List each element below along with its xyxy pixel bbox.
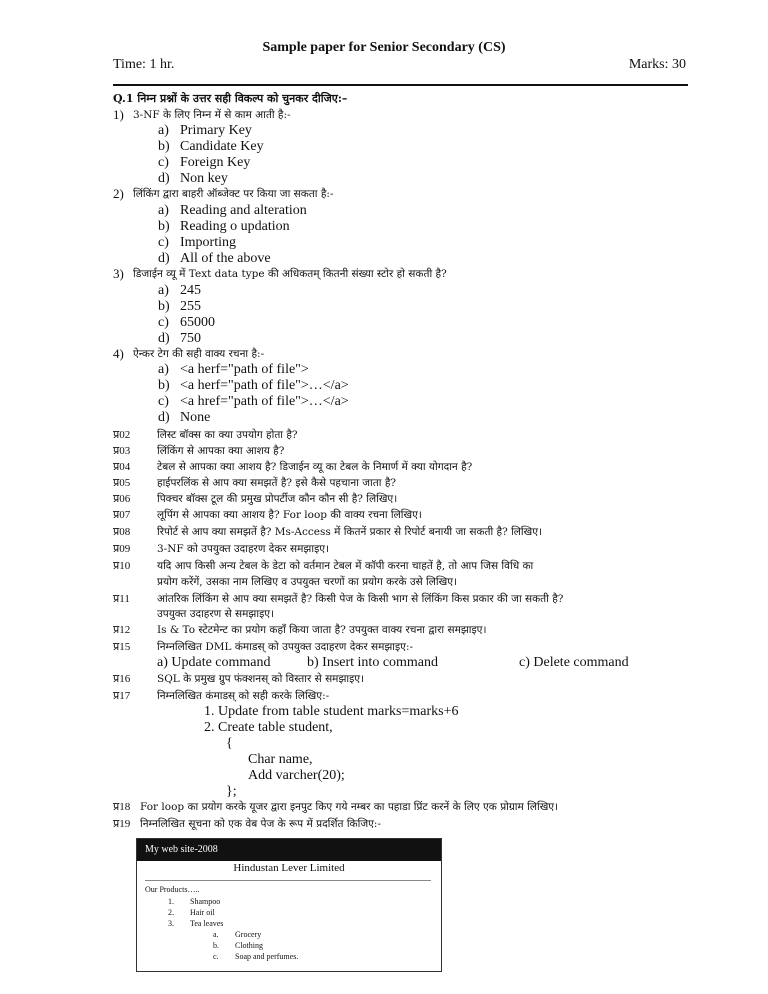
option-item xyxy=(158,394,349,410)
option-key: c) xyxy=(158,155,169,170)
option-key: b) xyxy=(158,139,170,154)
option-text: Primary Key xyxy=(180,123,252,138)
question-number: प्र18 xyxy=(113,801,131,813)
sub-list-item-letter: b. xyxy=(213,941,219,950)
list-item-number: 2. xyxy=(168,908,174,917)
option-key: b) xyxy=(158,299,170,314)
question-text: टेबल से आपका क्या आशय है? डिजाईन व्यू का टेबल के निमार्ण में क्या योगदान है? xyxy=(157,461,473,473)
webpage-heading: Hindustan Lever Limited xyxy=(233,862,345,874)
option-key: c) xyxy=(158,394,169,409)
question-number: प्र09 xyxy=(113,543,131,555)
option-item xyxy=(158,139,264,155)
question-number: प्र17 xyxy=(113,690,131,702)
sub-list-item: Soap and perfumes. xyxy=(235,952,299,961)
code-line: Add varcher(20); xyxy=(248,768,345,783)
question-number: प्र10 xyxy=(113,560,131,572)
time-label: Time: 1 hr. xyxy=(113,57,175,72)
option-text: <a herf="path of file"> xyxy=(180,362,309,377)
option-key: d) xyxy=(158,251,170,266)
option-key: a) xyxy=(158,123,169,138)
q1-item-number: 4) xyxy=(113,346,124,361)
option-item xyxy=(158,123,252,139)
option-text: Importing xyxy=(180,235,236,250)
question-number: प्र07 xyxy=(113,509,131,521)
option-text: 750 xyxy=(180,331,201,346)
question-text: यदि आप किसी अन्य टेबल के डेटा को वर्तमान टेबल में कॉपी करना चाहतें है, तो आप जिस विधि का xyxy=(157,560,534,572)
option-text: None xyxy=(180,410,211,425)
option-key: a) xyxy=(158,362,169,377)
question-text: Is & To स्टेटमेन्ट का प्रयोग कहाँ किया जाता है? उपयुक्त वाक्य रचना द्वारा समझाइए। xyxy=(157,624,487,636)
question-number: प्र16 xyxy=(113,673,131,685)
list-item-number: 3. xyxy=(168,919,174,928)
option-text: <a herf="path of file">…</a> xyxy=(180,378,349,393)
question-number: प्र02 xyxy=(113,429,131,441)
question-number: प्र12 xyxy=(113,624,131,636)
option-text: <a href="path of file">…</a> xyxy=(180,394,349,409)
sub-list-item-letter: c. xyxy=(213,952,219,961)
webpage-figure xyxy=(136,838,442,972)
question-text: लूपिंग से आपका क्या आशय है? For loop की वाक्य रचना लिखिए। xyxy=(157,509,422,521)
option-text: Candidate Key xyxy=(180,139,264,154)
sub-list-item: Clothing xyxy=(235,941,264,950)
q15-option-c: c) Delete command xyxy=(519,655,629,670)
question-number: प्र15 xyxy=(113,641,131,653)
option-key: c) xyxy=(158,235,169,250)
list-item-number: 1. xyxy=(168,897,174,906)
question-text: निम्नलिखित कंमाडस् को सही करके लिखिए:- xyxy=(157,690,330,702)
question-text: हाईपरलिंक से आप क्या समझतें है? इसे कैसे पहचाना जाता है? xyxy=(157,477,397,489)
option-text: 245 xyxy=(180,283,201,298)
question-text-continued: प्रयोग करेंगें, उसका नाम लिखिए व उपयुक्त चरणों का प्रयोग करके उसे लिखिए। xyxy=(157,576,457,588)
option-key: b) xyxy=(158,378,170,393)
question-text: For loop का प्रयोग करके यूजर द्वारा इनपुट किए गये नम्बर का पहाडा प्रिंट करनें के लिए एक प्रोग्राम लिखिए। xyxy=(140,801,559,813)
question-number: प्र08 xyxy=(113,526,131,538)
option-item xyxy=(158,251,271,267)
question-text-continued: उपयुक्त उदाहरण से समझाइए। xyxy=(157,608,275,620)
list-item: Tea leaves xyxy=(190,919,224,928)
question-text: रिपोर्ट से आप क्या समझतें है? Ms-Access में कितनें प्रकार से रिपोर्ट बनायी जा सकती है? लिखिए। xyxy=(157,526,543,538)
question-number: प्र04 xyxy=(113,461,131,473)
code-line: 1. Update from table student marks=marks+6 xyxy=(204,704,459,719)
webpage-bar-title: My web site-2008 xyxy=(145,844,218,855)
option-item xyxy=(158,235,236,251)
q1-item-text: 3-NF के लिए निम्न में से काम आती है:- xyxy=(133,109,291,121)
q1-item-number: 1) xyxy=(113,107,124,122)
sub-list-item-letter: a. xyxy=(213,930,219,939)
webpage-divider xyxy=(145,880,431,881)
option-item xyxy=(158,219,290,235)
option-item xyxy=(158,315,215,331)
option-item xyxy=(158,155,250,171)
q1-item-text: लिंकिंग द्वारा बाहरी ऑब्जेक्ट पर किया जा सकता है:- xyxy=(133,188,334,200)
question-number: प्र05 xyxy=(113,477,131,489)
option-item xyxy=(158,362,309,378)
option-text: 65000 xyxy=(180,315,215,330)
option-key: d) xyxy=(158,410,170,425)
option-text: 255 xyxy=(180,299,201,314)
option-item xyxy=(158,171,228,187)
paper-title: Sample paper for Senior Secondary (CS) xyxy=(262,40,506,55)
q1-item-text: डिजाईन व्यू में Text data type की अधिकतम् कितनी संख्या स्टोर हो सकती है? xyxy=(133,268,447,280)
question-text: SQL के प्रमुख ग्रुप फंक्शनस् को विस्तार से समझाइए। xyxy=(157,673,365,685)
option-item xyxy=(158,378,349,394)
question-number: प्र03 xyxy=(113,445,131,457)
question-text: आंतरिक लिंकिंग से आप क्या समझतें है? किसी पेज के किसी भाग से लिंकिंग किस प्रकार की जा सकती है? xyxy=(157,593,564,605)
option-item xyxy=(158,331,201,347)
option-text: All of the above xyxy=(180,251,271,266)
option-item xyxy=(158,203,307,219)
q1-item-text: ऐन्कर टेग की सही वाक्य रचना है:- xyxy=(133,348,265,360)
question-number: प्र06 xyxy=(113,493,131,505)
question-number: प्र11 xyxy=(113,593,130,605)
question-text: निम्नलिखित सूचना को एक वेब पेज के रूप में प्रदर्शित किजिए:- xyxy=(140,818,382,830)
q15-option-a: a) Update command xyxy=(157,655,271,670)
option-text: Foreign Key xyxy=(180,155,251,170)
option-item xyxy=(158,410,210,426)
option-text: Non key xyxy=(180,171,228,186)
option-key: a) xyxy=(158,203,169,218)
marks-label: Marks: 30 xyxy=(628,57,686,72)
q1-item-number: 3) xyxy=(113,266,124,281)
option-item xyxy=(158,299,201,315)
q1-heading: Q.1 निम्न प्रश्नों के उत्तर सही विकल्प को चुनकर दीजिए:– xyxy=(113,92,348,105)
code-line: Char name, xyxy=(248,752,313,767)
option-key: c) xyxy=(158,315,169,330)
header-divider xyxy=(113,84,688,86)
webpage-title-bar xyxy=(137,839,441,861)
option-key: a) xyxy=(158,283,169,298)
q1-item-number: 2) xyxy=(113,186,124,201)
question-text: लिंकिंग से आपका क्या आशय है? xyxy=(157,445,285,457)
question-text: 3-NF को उपयुक्त उदाहरण देकर समझाइए। xyxy=(157,543,330,555)
option-key: d) xyxy=(158,331,170,346)
question-text: निम्नलिखित DML कंमाडस् को उपयुक्त उदाहरण देकर समझाइए:- xyxy=(157,641,414,653)
question-text: लिस्ट बॉक्स का क्या उपयोग होता है? xyxy=(157,429,298,441)
products-label: Our Products….. xyxy=(145,885,200,894)
q15-option-b: b) Insert into command xyxy=(307,655,439,670)
code-line: { xyxy=(226,736,233,751)
list-item: Hair oil xyxy=(190,908,215,917)
option-item xyxy=(158,283,201,299)
option-key: b) xyxy=(158,219,170,234)
code-line: 2. Create table student, xyxy=(204,720,333,735)
question-text: पिक्चर बॉक्स टूल की प्रमुख प्रोपर्टीज कौन कौन सी है? लिखिए। xyxy=(157,493,398,505)
option-key: d) xyxy=(158,171,170,186)
question-number: प्र19 xyxy=(113,818,131,830)
option-text: Reading o updation xyxy=(180,219,290,234)
option-text: Reading and alteration xyxy=(180,203,307,218)
sub-list-item: Grocery xyxy=(235,930,262,939)
list-item: Shampoo xyxy=(190,897,221,906)
code-line: }; xyxy=(226,784,237,799)
